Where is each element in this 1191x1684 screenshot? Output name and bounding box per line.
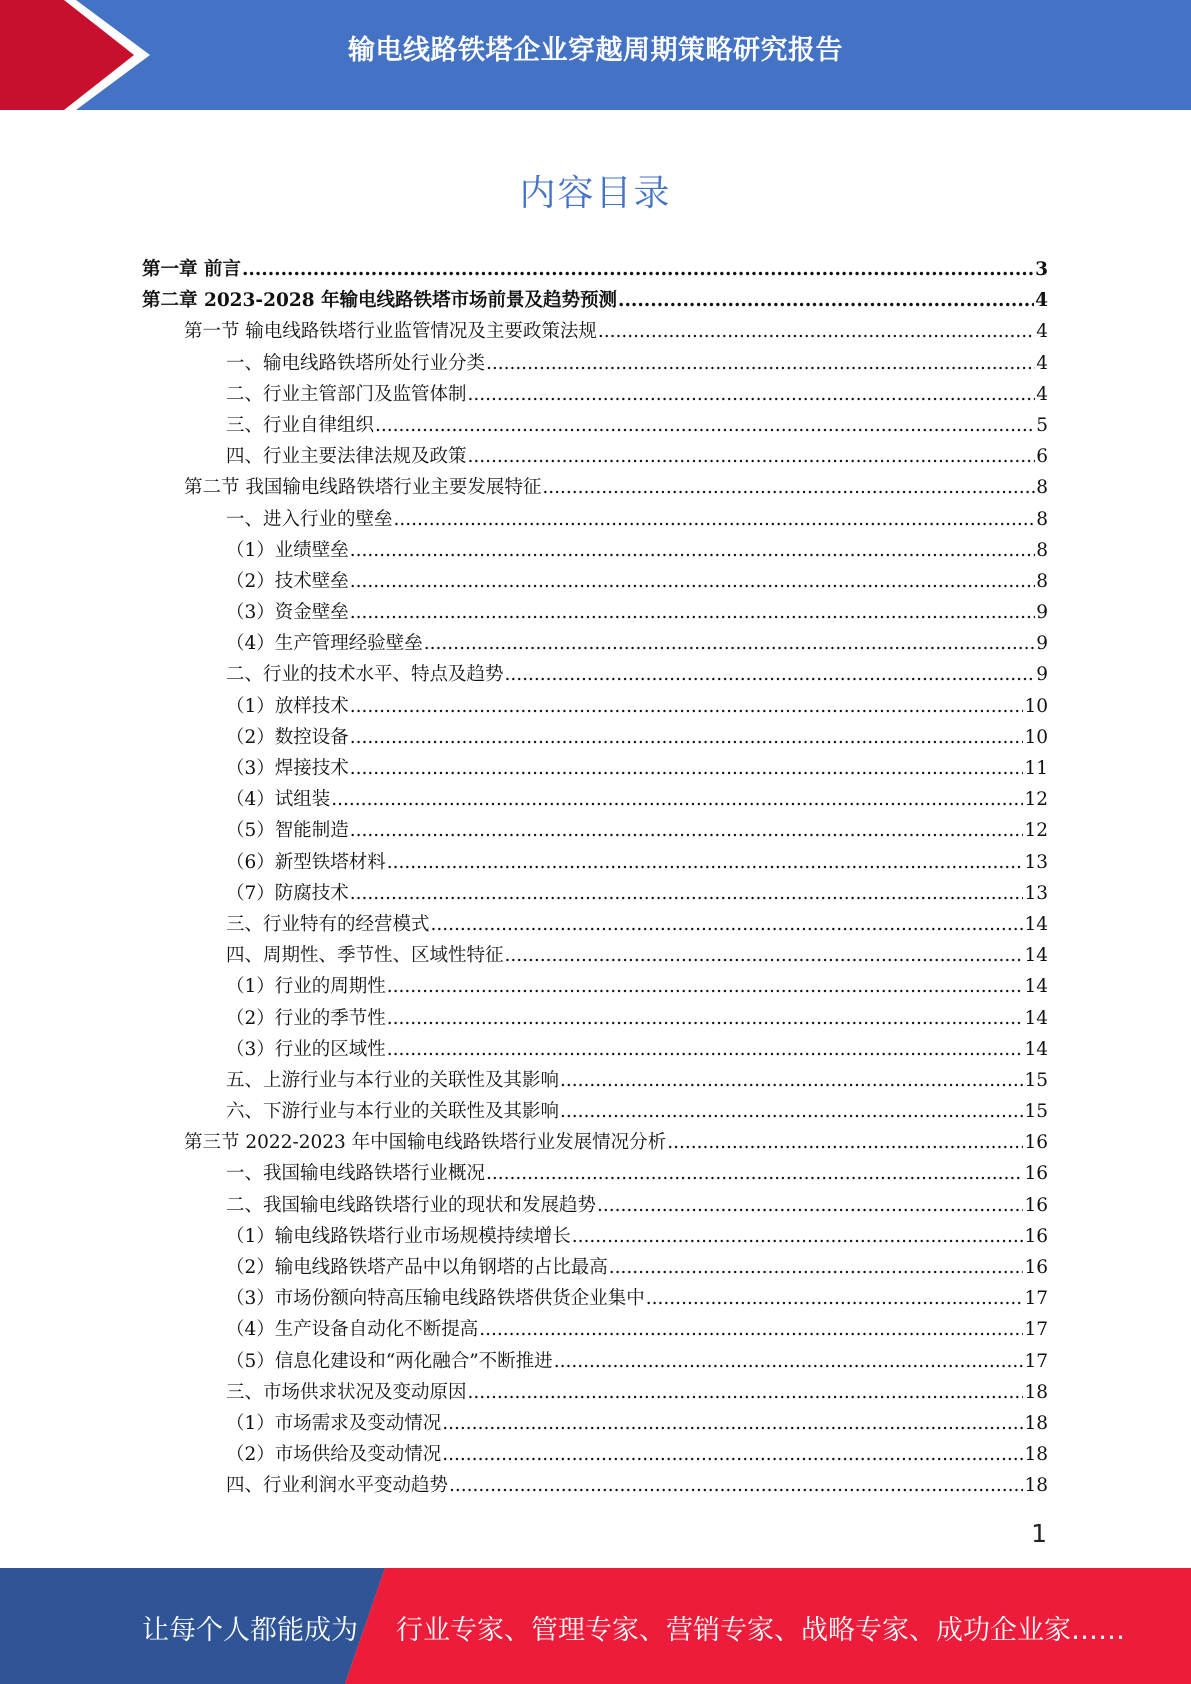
toc-dot-leader <box>350 566 1035 597</box>
toc-entry[interactable] <box>142 1283 1048 1314</box>
table-of-contents <box>142 254 1048 1502</box>
toc-entry-page: 16 <box>1024 1132 1048 1154</box>
toc-dot-leader <box>375 410 1035 441</box>
toc-entry[interactable] <box>142 1190 1048 1221</box>
toc-entry-page: 12 <box>1024 820 1048 842</box>
toc-entry-page: 11 <box>1024 758 1048 779</box>
toc-entry[interactable] <box>142 1346 1048 1377</box>
toc-dot-leader <box>598 316 1035 347</box>
page-header <box>0 0 1191 110</box>
toc-dot-leader <box>468 379 1036 410</box>
toc-entry-page: 6 <box>1036 446 1048 468</box>
toc-dot-leader <box>618 285 1034 316</box>
toc-entry-title: （3）行业的区域性 <box>226 1038 386 1060</box>
toc-entry-title: （1）放样技术 <box>226 695 349 717</box>
toc-entry-page: 17 <box>1024 1350 1048 1372</box>
toc-entry[interactable] <box>142 784 1048 815</box>
toc-dot-leader <box>609 1252 1024 1283</box>
toc-entry-title: （4）试组装 <box>226 789 331 811</box>
toc-entry-title: 一、进入行业的壁垒 <box>226 508 393 530</box>
toc-entry-title: （5）信息化建设和“两化融合”不断推进 <box>226 1350 553 1372</box>
toc-entry-title: 三、行业自律组织 <box>226 414 375 436</box>
toc-entry[interactable] <box>142 441 1048 472</box>
toc-entry-page: 18 <box>1024 1381 1048 1403</box>
toc-entry[interactable] <box>142 1158 1048 1189</box>
toc-entry[interactable] <box>142 815 1048 846</box>
toc-entry[interactable] <box>142 379 1048 410</box>
toc-dot-leader <box>424 628 1035 659</box>
toc-entry[interactable] <box>142 1034 1048 1065</box>
toc-dot-leader <box>542 472 1035 503</box>
toc-dot-leader <box>442 1408 1023 1439</box>
toc-dot-leader <box>505 659 1036 690</box>
toc-entry[interactable] <box>142 1408 1048 1439</box>
toc-entry-title: 第一章 前言 <box>142 259 241 280</box>
toc-entry[interactable] <box>142 566 1048 597</box>
toc-entry[interactable] <box>142 753 1048 784</box>
toc-entry-page: 13 <box>1024 851 1048 873</box>
toc-dot-leader <box>350 722 1024 753</box>
toc-entry-title: 第一节 输电线路铁塔行业监管情况及主要政策法规 <box>184 321 597 343</box>
toc-dot-leader <box>468 1377 1024 1408</box>
toc-entry-title: 四、行业利润水平变动趋势 <box>226 1475 449 1497</box>
toc-entry-title: （5）智能制造 <box>226 820 349 842</box>
toc-entry-page: 8 <box>1036 539 1048 561</box>
toc-entry-title: 二、我国输电线路铁塔行业的现状和发展趋势 <box>226 1194 597 1216</box>
toc-entry[interactable] <box>142 472 1048 503</box>
toc-entry-title: （1）输电线路铁塔行业市场规模持续增长 <box>226 1225 571 1247</box>
toc-entry-page: 5 <box>1036 414 1048 436</box>
toc-entry-title: 一、我国输电线路铁塔行业概况 <box>226 1163 486 1185</box>
page-footer <box>0 1568 1191 1684</box>
toc-entry-title: 三、市场供求状况及变动原因 <box>226 1381 467 1403</box>
toc-entry-page: 4 <box>1035 290 1048 312</box>
toc-entry-title: 四、周期性、季节性、区域性特征 <box>226 945 504 967</box>
toc-entry[interactable] <box>142 1439 1048 1470</box>
toc-dot-leader <box>554 1346 1024 1377</box>
toc-entry-page: 3 <box>1035 259 1048 280</box>
toc-entry[interactable] <box>142 410 1048 441</box>
toc-entry[interactable] <box>142 691 1048 722</box>
toc-entry-page: 12 <box>1024 789 1048 811</box>
toc-dot-leader <box>350 597 1035 628</box>
toc-entry[interactable] <box>142 1127 1048 1158</box>
toc-entry-page: 9 <box>1036 633 1048 655</box>
toc-entry-page: 9 <box>1036 664 1048 686</box>
toc-dot-leader <box>331 784 1023 815</box>
toc-entry-page: 18 <box>1024 1444 1048 1466</box>
toc-dot-leader <box>572 1221 1024 1252</box>
toc-entry[interactable] <box>142 1065 1048 1096</box>
toc-entry[interactable] <box>142 722 1048 753</box>
toc-dot-leader <box>646 1283 1024 1314</box>
toc-dot-leader <box>667 1127 1023 1158</box>
toc-dot-leader <box>468 441 1036 472</box>
toc-entry-title: （2）技术壁垒 <box>226 570 349 592</box>
toc-dot-leader <box>442 1439 1023 1470</box>
toc-dot-leader <box>350 878 1024 909</box>
toc-entry[interactable] <box>142 971 1048 1002</box>
toc-entry-title: 第二节 我国输电线路铁塔行业主要发展特征 <box>184 477 542 499</box>
toc-dot-leader <box>350 535 1035 566</box>
footer-slogan-left: 让每个人都能成为 <box>142 1615 358 1646</box>
toc-entry-page: 17 <box>1024 1288 1048 1310</box>
toc-dot-leader <box>431 909 1024 940</box>
toc-entry[interactable] <box>142 1096 1048 1127</box>
toc-entry-page: 14 <box>1024 945 1048 967</box>
toc-entry[interactable] <box>142 504 1048 535</box>
toc-entry-page: 13 <box>1024 882 1048 904</box>
toc-entry-title: （2）数控设备 <box>226 726 349 748</box>
toc-entry-page: 4 <box>1036 352 1048 374</box>
toc-entry-page: 8 <box>1036 508 1048 530</box>
toc-entry-title: （4）生产设备自动化不断提高 <box>226 1319 479 1341</box>
toc-entry[interactable] <box>142 597 1048 628</box>
toc-entry[interactable] <box>142 1377 1048 1408</box>
toc-entry[interactable] <box>142 659 1048 690</box>
toc-heading: 内容目录 <box>519 173 672 214</box>
toc-entry[interactable] <box>142 316 1048 347</box>
toc-dot-leader <box>449 1470 1023 1501</box>
toc-entry-page: 4 <box>1036 383 1048 405</box>
toc-dot-leader <box>486 348 1035 379</box>
toc-entry[interactable] <box>142 285 1048 316</box>
toc-entry-page: 16 <box>1024 1257 1048 1278</box>
toc-entry-title: 三、行业特有的经营模式 <box>226 913 430 935</box>
toc-entry-title: （1）市场需求及变动情况 <box>226 1412 442 1434</box>
toc-entry[interactable] <box>142 847 1048 878</box>
toc-entry-page: 17 <box>1024 1319 1048 1341</box>
toc-entry-title: 一、输电线路铁塔所处行业分类 <box>226 352 486 374</box>
toc-entry[interactable] <box>142 1003 1048 1034</box>
toc-entry-title: 二、行业的技术水平、特点及趋势 <box>226 664 504 686</box>
toc-entry-page: 10 <box>1024 695 1048 717</box>
toc-entry[interactable] <box>142 878 1048 909</box>
toc-entry[interactable] <box>142 940 1048 971</box>
toc-entry[interactable] <box>142 1221 1048 1252</box>
toc-entry[interactable] <box>142 909 1048 940</box>
toc-dot-leader <box>387 1003 1024 1034</box>
toc-entry-page: 16 <box>1024 1225 1048 1247</box>
toc-dot-leader <box>479 1314 1023 1345</box>
toc-entry-page: 14 <box>1024 976 1048 998</box>
toc-dot-leader <box>505 940 1024 971</box>
toc-dot-leader <box>350 691 1024 722</box>
toc-dot-leader <box>560 1096 1023 1127</box>
toc-entry-title: 五、上游行业与本行业的关联性及其影响 <box>226 1069 560 1091</box>
toc-entry[interactable] <box>142 348 1048 379</box>
toc-entry-title: 第三节 2022-2023 年中国输电线路铁塔行业发展情况分析 <box>184 1132 667 1154</box>
toc-entry-title: 六、下游行业与本行业的关联性及其影响 <box>226 1101 560 1123</box>
toc-entry-page: 15 <box>1024 1101 1048 1123</box>
toc-dot-leader <box>387 971 1024 1002</box>
toc-entry-page: 18 <box>1024 1412 1048 1434</box>
toc-entry-page: 8 <box>1036 477 1048 499</box>
toc-entry[interactable] <box>142 1252 1048 1283</box>
toc-entry-page: 14 <box>1024 1038 1048 1060</box>
toc-entry-page: 10 <box>1024 726 1048 748</box>
toc-entry-title: 四、行业主要法律法规及政策 <box>226 446 467 468</box>
toc-dot-leader <box>350 815 1024 846</box>
toc-entry-page: 14 <box>1024 913 1048 935</box>
toc-entry[interactable] <box>142 1314 1048 1345</box>
toc-entry[interactable] <box>142 628 1048 659</box>
toc-entry-page: 15 <box>1024 1069 1048 1091</box>
toc-entry-page: 18 <box>1024 1475 1048 1497</box>
toc-dot-leader <box>242 254 1034 285</box>
toc-dot-leader <box>597 1190 1023 1221</box>
toc-entry-title: 二、行业主管部门及监管体制 <box>226 383 467 405</box>
footer-slogan-right: 行业专家、管理专家、营销专家、战略专家、成功企业家…… <box>396 1615 1125 1646</box>
toc-entry-title: （4）生产管理经验壁垒 <box>226 633 423 655</box>
toc-entry-title: （2）行业的季节性 <box>226 1007 386 1029</box>
toc-entry[interactable] <box>142 1470 1048 1501</box>
toc-entry-title: （1）行业的周期性 <box>226 976 386 998</box>
toc-entry-title: （2）市场供给及变动情况 <box>226 1444 442 1466</box>
page-number: 1 <box>1031 1519 1047 1548</box>
toc-entry-title: 第二章 2023-2028 年输电线路铁塔市场前景及趋势预测 <box>142 290 618 312</box>
toc-entry-title: （3）资金壁垒 <box>226 602 349 624</box>
toc-dot-leader <box>486 1158 1023 1189</box>
toc-entry-page: 14 <box>1024 1007 1048 1029</box>
toc-entry[interactable] <box>142 535 1048 566</box>
toc-entry-title: （2）输电线路铁塔产品中以角钢塔的占比最高 <box>226 1257 608 1278</box>
toc-entry-page: 16 <box>1024 1163 1048 1185</box>
toc-entry-title: （7）防腐技术 <box>226 882 349 904</box>
toc-entry-title: （3）市场份额向特高压输电线路铁塔供货企业集中 <box>226 1288 645 1310</box>
toc-dot-leader <box>387 847 1024 878</box>
toc-dot-leader <box>394 504 1036 535</box>
toc-entry-page: 16 <box>1024 1194 1048 1216</box>
report-title: 输电线路铁塔企业穿越周期策略研究报告 <box>348 35 843 66</box>
toc-entry[interactable] <box>142 254 1048 285</box>
toc-entry-title: （3）焊接技术 <box>226 758 349 779</box>
toc-entry-page: 8 <box>1036 570 1048 592</box>
toc-entry-page: 9 <box>1036 602 1048 624</box>
toc-entry-title: （6）新型铁塔材料 <box>226 851 386 873</box>
toc-dot-leader <box>560 1065 1023 1096</box>
toc-dot-leader <box>387 1034 1024 1065</box>
toc-entry-title: （1）业绩壁垒 <box>226 539 349 561</box>
toc-dot-leader <box>350 753 1024 784</box>
toc-entry-page: 4 <box>1036 321 1048 343</box>
